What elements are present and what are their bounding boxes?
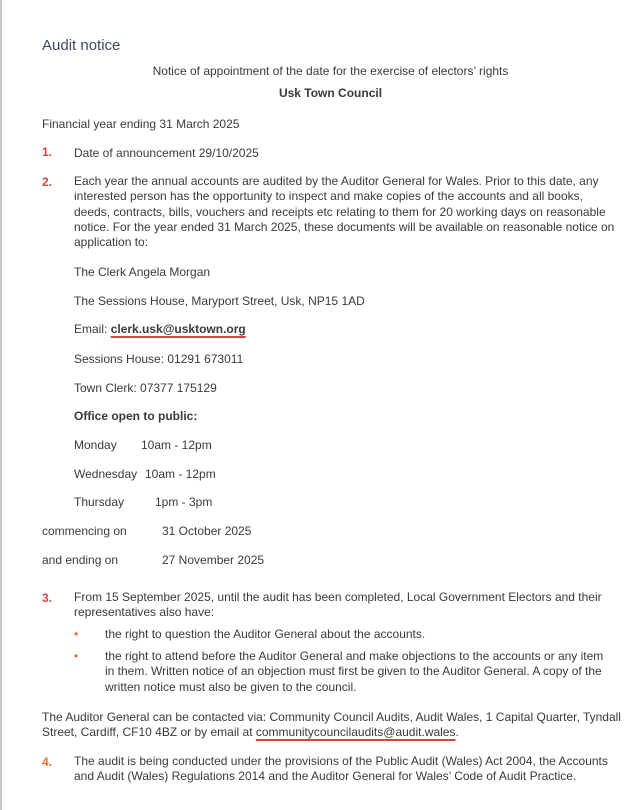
email-line: [74, 321, 246, 337]
hours-day-wednesday: Wednesday: [74, 467, 138, 481]
item-number-4: 4.: [42, 755, 53, 769]
clerk-address: The Sessions House, Maryport Street, Usk, NP15 1AD: [74, 294, 365, 308]
hours-time-thursday: 1pm - 3pm: [155, 495, 213, 509]
email-label: Email:: [74, 322, 111, 336]
auditor-email-link[interactable]: communitycouncilaudits@audit.wales: [255, 725, 456, 740]
right-2-text: the right to attend before the Auditor General and make objections to the accounts or any item in them. Written notice of an objection must first be given to the Auditor General. A copy of the written notice must also be given to the council.: [105, 649, 604, 694]
ending-label: and ending on: [42, 553, 119, 567]
sessions-house-phone: Sessions House: 01291 673011: [74, 352, 244, 366]
bullet-icon: •: [74, 627, 79, 641]
item-2-text: Each year the annual accounts are audited by the Auditor General for Wales. Prior to this date, any interested person has the opportunity to inspect and make copies of the accounts and all books, deeds, contracts, bills, vouchers and receipts etc relating to them for 20 working days on reasonable notice. For the year ended 31 March 2025, these documents will be available on reasonable notice on application to:: [74, 174, 615, 250]
auditor-contact: [42, 710, 632, 741]
office-hours-heading: Office open to public:: [74, 409, 198, 423]
financial-year: Financial year ending 31 March 2025: [42, 117, 240, 131]
notice-subtitle: Notice of appointment of the date for the exercise of electors’ rights: [152, 64, 509, 78]
hours-day-monday: Monday: [74, 438, 117, 452]
ending-date: 27 November 2025: [162, 553, 265, 567]
council-name: Usk Town Council: [278, 86, 383, 100]
clerk-email-link[interactable]: clerk.usk@usktown.org: [110, 322, 246, 336]
auditor-contact-text: The Auditor General can be contacted via: Community Council Audits, Audit Wales, 1 Capital Quarter, Tyndall Street, Cardiff, CF10 4BZ or by email at: [42, 710, 621, 740]
item-number-3: 3.: [42, 591, 53, 605]
page-title: Audit notice: [42, 37, 121, 54]
item-3-text: From 15 September 2025, until the audit has been completed, Local Government Electors and their representatives also have:: [74, 590, 602, 620]
hours-time-monday: 10am - 12pm: [141, 438, 212, 452]
commencing-label: commencing on: [42, 524, 127, 538]
hours-time-wednesday: 10am - 12pm: [145, 467, 216, 481]
auditor-contact-end: .: [455, 725, 459, 740]
right-1-text: the right to question the Auditor General about the accounts.: [105, 627, 426, 641]
bullet-icon: •: [74, 649, 79, 663]
item-number-2: 2.: [42, 175, 53, 189]
item-4-text: The audit is being conducted under the provisions of the Public Audit (Wales) Act 2004, the Accounts and Audit (Wales) Regulations 2014 and the Auditor General for Wales’ Code of Audit Practice.: [74, 754, 608, 784]
commencing-date: 31 October 2025: [162, 524, 252, 538]
hours-day-thursday: Thursday: [74, 495, 125, 509]
town-clerk-phone: Town Clerk: 07377 175129: [74, 381, 217, 395]
clerk-name: The Clerk Angela Morgan: [74, 265, 211, 279]
item-number-1: 1.: [42, 145, 53, 159]
item-1-text: Date of announcement 29/10/2025: [74, 146, 259, 160]
